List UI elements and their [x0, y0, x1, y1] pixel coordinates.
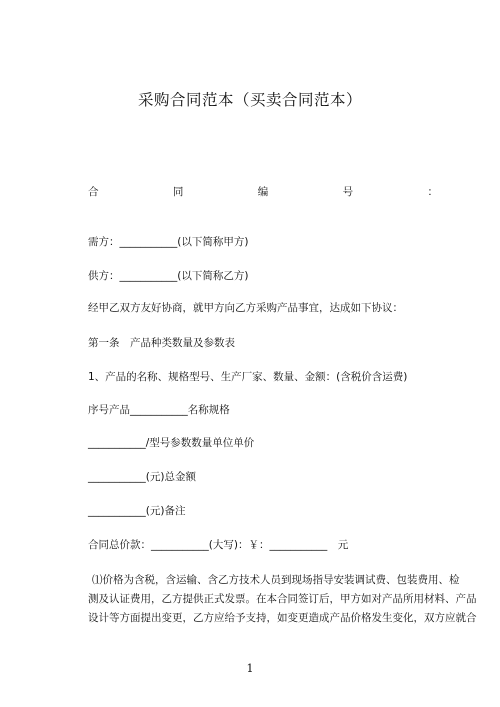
article-heading: 第一条 产品种类数量及参数表 — [88, 337, 235, 349]
contract-number-char: ： — [427, 186, 438, 198]
clause-line: 设计等方面提出变更，乙方应给予支持，如变更造成产品价格发生变化，双方应就合 — [88, 612, 477, 624]
buyer-line: 需方：___________(以下简称甲方) — [88, 236, 249, 248]
table-row-text: ___________(元)总金额 — [88, 471, 196, 483]
contract-number-char: 合 — [88, 186, 99, 198]
clause-line: 测及认证费用，乙方提供正式发票。在本合同签订后，甲方如对产品所用材料、产品 — [88, 593, 477, 605]
item-line: 1、产品的名称、规格型号、生产厂家、数量、金额：(含税价含运费) — [88, 371, 408, 383]
clause-line: ⑴价格为含税，含运输、含乙方技术人员到现场指导安装调试费、包装费用、检 — [92, 574, 460, 586]
table-row-text: ___________(元)备注 — [88, 505, 186, 517]
total-price-line: 合同总价款：___________(大写)：￥：___________ 元 — [88, 539, 349, 551]
seller-line: 供方：___________(以下简称乙方) — [88, 270, 249, 282]
contract-number-char: 编 — [257, 186, 269, 198]
table-row-text: ___________/型号参数数量单位单价 — [88, 437, 255, 449]
contract-number-char: 号 — [342, 186, 354, 198]
intro-line: 经甲乙双方友好协商，就甲方向乙方采购产品事宜，达成如下协议： — [88, 302, 403, 314]
contract-number-char: 同 — [172, 186, 184, 198]
page-number: 1 — [246, 662, 254, 675]
document-title: 采购合同范本（买卖合同范本） — [137, 91, 362, 109]
contract-number-row — [88, 184, 438, 199]
table-row-text: 序号产品___________名称规格 — [88, 404, 230, 416]
